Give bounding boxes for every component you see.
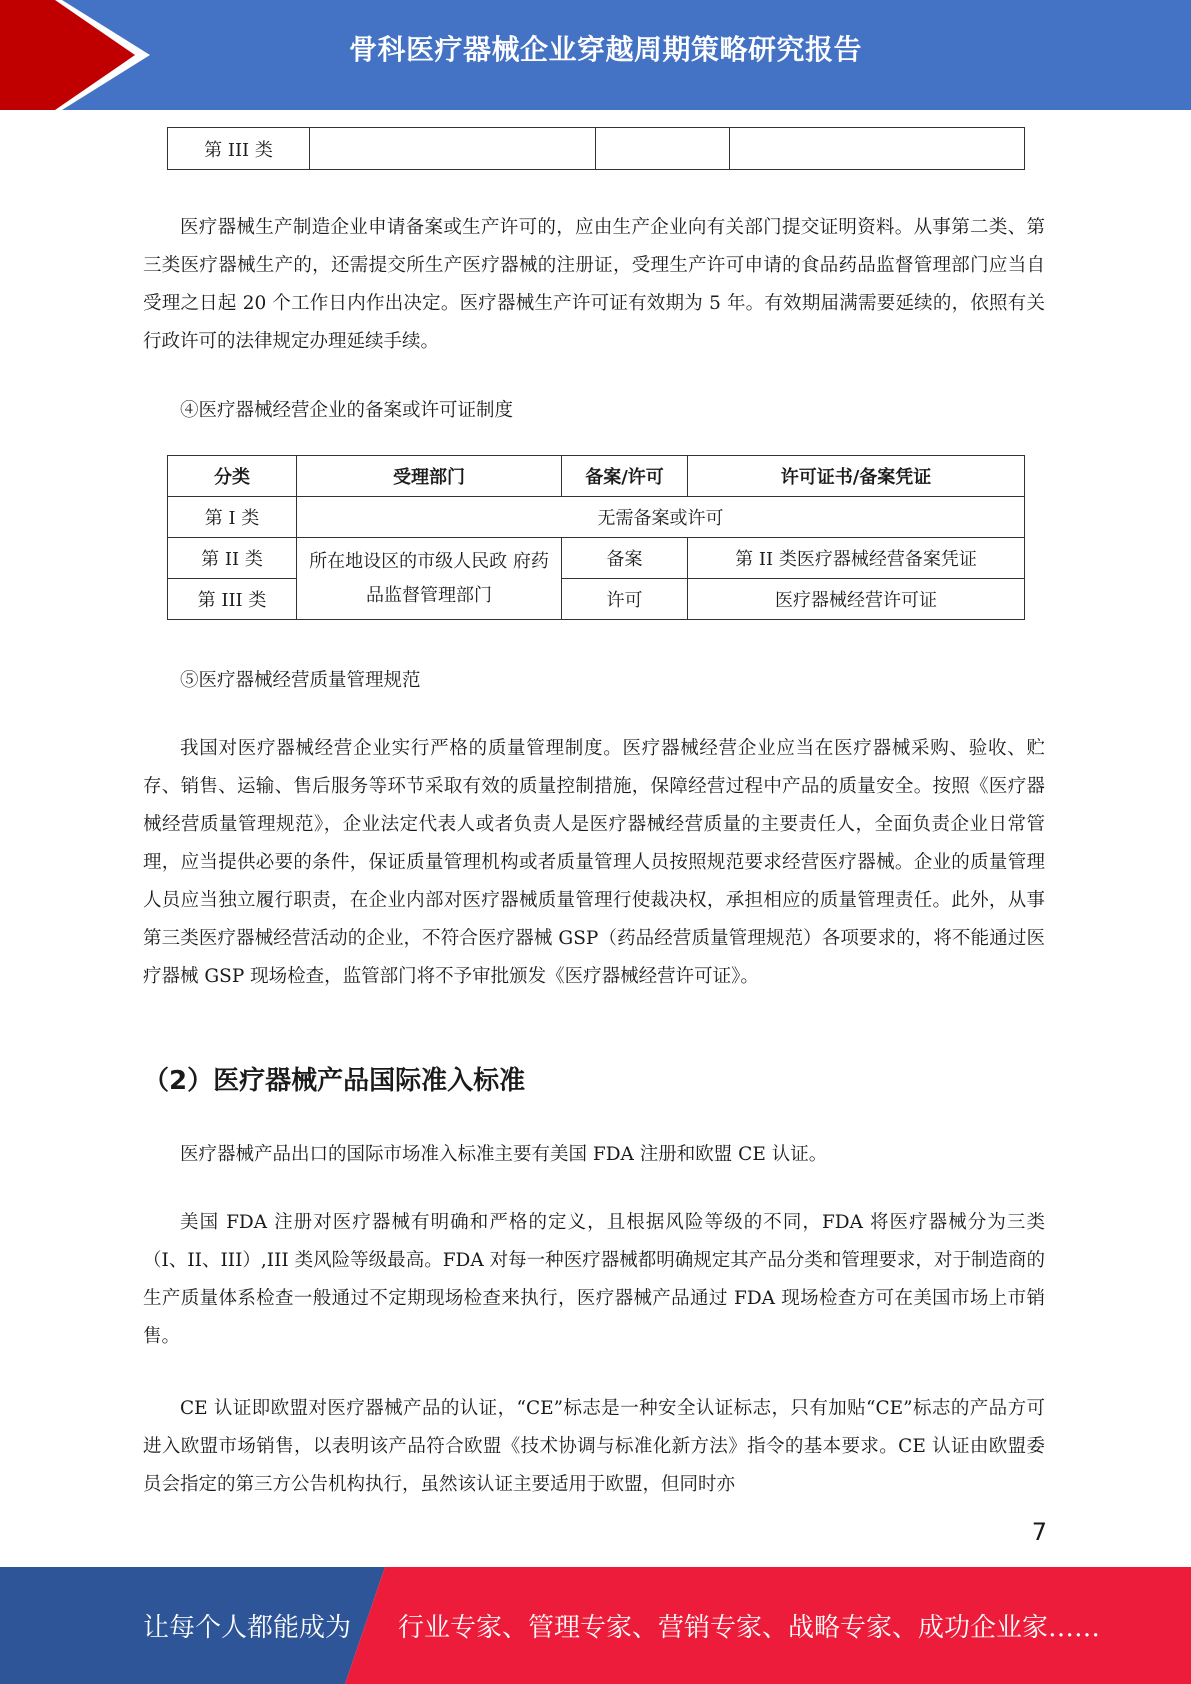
table-cell: 第 III 类 (168, 579, 297, 620)
paragraph-ce: CE 认证即欧盟对医疗器械产品的认证，“CE”标志是一种安全认证标志，只有加贴“CE”标志的产品方可进入欧盟市场销售，以表明该产品符合欧盟《技术协调与标准化新方法》指令的基本要求。CE 认证由欧盟委员会指定的第三方公告机构执行，虽然该认证主要适用于欧盟，但同时亦 (143, 1398, 1045, 1495)
table-row (168, 497, 1025, 538)
column-header: 受理部门 (297, 456, 562, 497)
table-cell: 所在地设区的市级人民政 府药品监督管理部门 (297, 538, 562, 620)
table-row (168, 128, 1025, 170)
paragraph-production-permit: 医疗器械生产制造企业申请备案或生产许可的，应由生产企业向有关部门提交证明资料。从事第二类、第三类医疗器械生产的，还需提交所生产医疗器械的注册证，受理生产许可申请的食品药品监督管理部门应当自受理之日起 20 个工作日内作出决定。医疗器械生产许可证有效期为 5 年。有效期届满需要延续的，依照有关行政许可的法律规定办理延续手续。 (143, 217, 1045, 352)
table-cell: 第 I 类 (168, 497, 297, 538)
table-cell (596, 128, 730, 170)
table-cell: 第 III 类 (168, 128, 310, 170)
business-permit-table (167, 455, 1025, 620)
page-header (0, 0, 1191, 110)
table-row (168, 538, 1025, 579)
column-header: 备案/许可 (562, 456, 688, 497)
production-table-tail (167, 127, 1025, 170)
table-cell (310, 128, 596, 170)
footer-slogan-right: 行业专家、管理专家、营销专家、战略专家、成功企业家…… (398, 1613, 1101, 1643)
column-header: 许可证书/备案凭证 (688, 456, 1025, 497)
section-title-international-standards: （2）医疗器械产品国际准入标准 (143, 1066, 526, 1096)
paragraph-quality-management: 我国对医疗器械经营企业实行严格的质量管理制度。医疗器械经营企业应当在医疗器械采购、验收、贮存、销售、运输、售后服务等环节采取有效的质量控制措施，保障经营过程中产品的质量安全。按照《医疗器械经营质量管理规范》，企业法定代表人或者负责人是医疗器械经营质量的主要责任人，全面负责企业日常管理，应当提供必要的条件，保证质量管理机构或者质量管理人员按照规范要求经营医疗器械。企业的质量管理人员应当独立履行职责，在企业内部对医疗器械质量管理行使裁决权，承担相应的质量管理责任。此外，从事第三类医疗器械经营活动的企业，不符合医疗器械 GSP（药品经营质量管理规范）各项要求的，将不能通过医疗器械 GSP 现场检查，监管部门将不予审批颁发《医疗器械经营许可证》。 (143, 738, 1045, 987)
table-cell: 备案 (562, 538, 688, 579)
table-cell: 许可 (562, 579, 688, 620)
footer-slogan-left: 让每个人都能成为 (143, 1613, 352, 1643)
table-cell: 第 II 类 (168, 538, 297, 579)
column-header: 分类 (168, 456, 297, 497)
report-title: 骨科医疗器械企业穿越周期策略研究报告 (348, 33, 862, 66)
table-cell: 医疗器械经营许可证 (688, 579, 1025, 620)
paragraph-fda: 美国 FDA 注册对医疗器械有明确和严格的定义，且根据风险等级的不同，FDA 将医疗器械分为三类（I、II、III）,III 类风险等级最高。FDA 对每一种医疗器械都明确规定其产品分类和管理要求，对于制造商的生产质量体系检查一般通过不定期现场检查来执行，医疗器械产品通过 FDA 现场检查方可在美国市场上市销售。 (143, 1212, 1045, 1347)
page-number: 7 (1031, 1518, 1047, 1546)
paragraph-market-access: 医疗器械产品出口的国际市场准入标准主要有美国 FDA 注册和欧盟 CE 认证。 (180, 1144, 828, 1165)
table-cell (730, 128, 1025, 170)
table-header-row (168, 456, 1025, 497)
section-heading-business-permit: ④医疗器械经营企业的备案或许可证制度 (180, 400, 514, 421)
table-cell: 第 II 类医疗器械经营备案凭证 (688, 538, 1025, 579)
page-footer (0, 1567, 1191, 1684)
table-row (168, 579, 1025, 620)
table-cell: 无需备案或许可 (297, 497, 1025, 538)
section-heading-quality-management: ⑤医疗器械经营质量管理规范 (180, 670, 421, 691)
